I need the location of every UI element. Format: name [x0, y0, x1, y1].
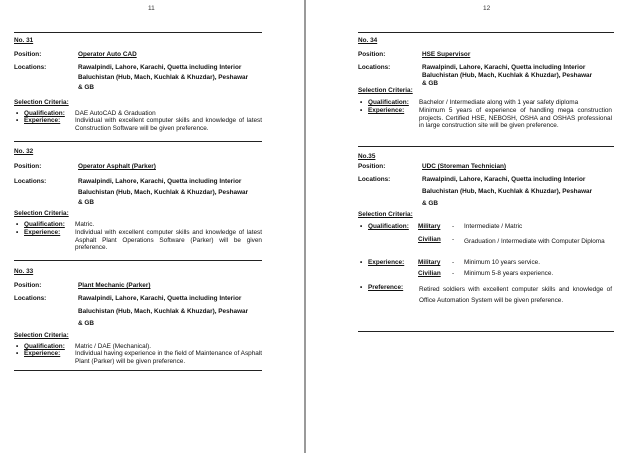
military-label: Military [418, 259, 441, 266]
experience-text: Individual having experience in the field of Maintenance of Asphalt Plant (Parker) will be given preference. [75, 350, 262, 365]
selection-criteria-label: Selection Criteria: [14, 210, 69, 217]
job-number: No.35 [358, 153, 376, 160]
position-title: HSE Supervisor [422, 51, 471, 58]
experience-civilian-text: Minimum 5-8 years experience. [464, 270, 554, 277]
military-label: Military [418, 223, 441, 230]
qualification-text: Bachelor / Intermediate along with 1 year safety diploma [419, 99, 579, 106]
bullet: • [360, 259, 363, 266]
section-rule [14, 260, 262, 261]
position-title: UDC (Storeman Technician) [422, 163, 507, 170]
locations-label: Locations: [14, 295, 47, 302]
section-rule [358, 146, 614, 147]
locations-line: Rawalpindi, Lahore, Karachi, Quetta including Interior [78, 178, 242, 185]
locations-line: & GB [422, 200, 438, 207]
page-12 [306, 0, 640, 453]
locations-label: Locations: [14, 178, 47, 185]
experience-military-text: Minimum 10 years service. [464, 259, 540, 266]
locations-label: Locations: [358, 64, 391, 71]
locations-line: Baluchistan (Hub, Mach, Kuchlak & Khuzdar), Peshawar [78, 74, 249, 81]
section-rule [358, 331, 614, 332]
qualification-text: Matric. [75, 221, 95, 228]
position-label: Position: [14, 282, 42, 289]
page-number: 12 [483, 5, 491, 12]
bullet: • [16, 229, 19, 236]
selection-criteria-label: Selection Criteria: [14, 99, 69, 106]
preference-label: Preference: [368, 284, 404, 291]
section-rule [14, 32, 262, 33]
qualification-military-text: Intermediate / Matric [464, 223, 523, 230]
experience-label: Experience: [368, 107, 405, 114]
experience-text: Individual with excellent computer skills and knowledge of latest Construction Software will be given preference. [75, 117, 262, 132]
qualification-text: DAE AutoCAD & Graduation [75, 110, 156, 117]
experience-label: Experience: [24, 229, 61, 236]
bullet: • [360, 223, 363, 230]
bullet: • [360, 284, 363, 291]
dash: - [452, 270, 455, 277]
civilian-label: Civilian [418, 270, 441, 277]
qualification-label: Qualification: [24, 110, 65, 117]
dash: - [452, 223, 455, 230]
locations-label: Locations: [358, 176, 391, 183]
locations-line: & GB [78, 320, 94, 327]
bullet: • [360, 99, 363, 106]
position-title: Plant Mechanic (Parker) [78, 282, 151, 289]
section-rule [14, 141, 262, 142]
bullet: • [16, 110, 19, 117]
experience-label: Experience: [368, 259, 405, 266]
experience-text: Minimum 5 years of experience of handling mega construction projects. Certified HSE, NEBOSH, OSHA and OSHAS professional in large construction site will be given preference. [419, 107, 612, 130]
locations-label: Locations: [14, 64, 47, 71]
locations-line: Rawalpindi, Lahore, Karachi, Quetta including Interior [78, 295, 242, 302]
locations-line: Rawalpindi, Lahore, Karachi, Quetta including Interior [422, 64, 586, 71]
qualification-label: Qualification: [368, 99, 409, 106]
position-label: Position: [14, 51, 42, 58]
dash: - [452, 236, 455, 243]
experience-label: Experience: [24, 350, 61, 357]
page-11 [0, 0, 304, 453]
locations-line: Rawalpindi, Lahore, Karachi, Quetta including Interior [78, 64, 242, 71]
locations-line: & GB [422, 80, 438, 87]
locations-line: Baluchistan (Hub, Mach, Kuchlak & Khuzdar), Peshawar [422, 188, 593, 195]
position-label: Position: [14, 163, 42, 170]
selection-criteria-label: Selection Criteria: [14, 332, 69, 339]
position-label: Position: [358, 51, 386, 58]
experience-label: Experience: [24, 117, 61, 124]
job-number: No. 31 [14, 37, 34, 44]
section-rule [358, 32, 614, 33]
experience-text: Individual with excellent computer skills and knowledge of latest Asphalt Plant Operations Software (Parker) will be given preference. [75, 229, 262, 252]
locations-line: Baluchistan (Hub, Mach, Kuchlak & Khuzdar), Peshawar [78, 308, 249, 315]
bullet: • [16, 350, 19, 357]
bullet: • [16, 117, 19, 124]
locations-line: & GB [78, 199, 94, 206]
page-number: 11 [148, 5, 155, 12]
section-rule [14, 370, 262, 371]
job-number: No. 32 [14, 148, 34, 155]
bullet: • [360, 107, 363, 114]
selection-criteria-label: Selection Criteria: [358, 87, 413, 94]
qualification-text: Matric / DAE (Mechanical). [75, 343, 151, 350]
position-title: Operator Auto CAD [78, 51, 137, 58]
locations-line: Baluchistan (Hub, Mach, Kuchlak & Khuzdar), Peshawar [78, 189, 249, 196]
position-title: Operator Asphalt (Parker) [78, 163, 156, 170]
qualification-label: Qualification: [24, 343, 65, 350]
job-number: No. 33 [14, 268, 34, 275]
civilian-label: Civilian [418, 236, 441, 243]
preference-text: Retired soldiers with excellent computer skills and knowledge of Office Automation System will be given preference. [419, 286, 612, 304]
dash: - [452, 259, 455, 266]
job-number: No. 34 [358, 37, 378, 44]
bullet: • [16, 221, 19, 228]
qualification-civilian-text: Graduation / Intermediate with Computer Diploma [464, 238, 605, 245]
qualification-label: Qualification: [368, 223, 409, 230]
bullet: • [16, 343, 19, 350]
locations-line: Baluchistan (Hub, Mach, Kuchlak & Khuzdar), Peshawar [422, 72, 593, 79]
locations-line: Rawalpindi, Lahore, Karachi, Quetta including Interior [422, 176, 586, 183]
qualification-label: Qualification: [24, 221, 65, 228]
locations-line: & GB [78, 84, 94, 91]
position-label: Position: [358, 163, 386, 170]
selection-criteria-label: Selection Criteria: [358, 211, 413, 218]
